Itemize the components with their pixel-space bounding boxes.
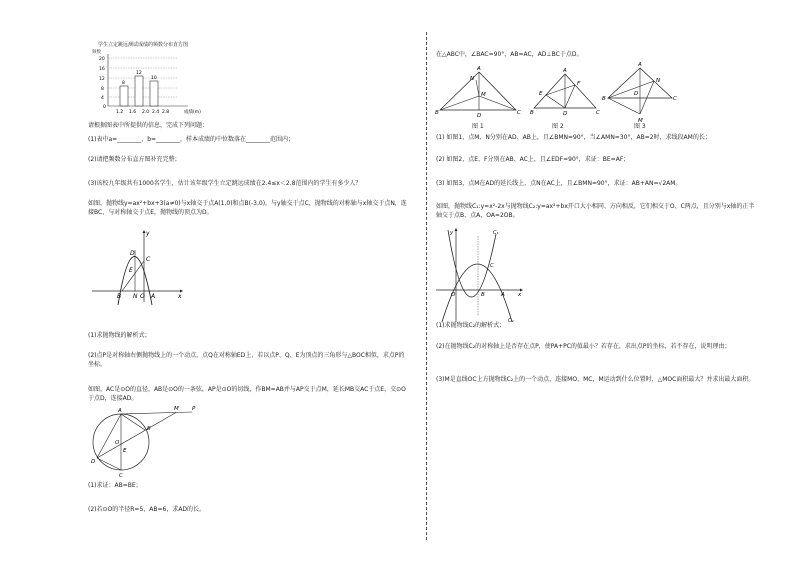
parabola2-label-y: y [450, 230, 454, 236]
fig1-label-N: N [470, 76, 475, 82]
parabola-label-B: B [117, 293, 122, 300]
circle-intro: 如图，AC是⊙O的直径，AB是⊙O的一条弦，AP是⊙O的切线，作BM=AB并与AP交于点M，延长MB交AC于点E，交⊙O于点D，连接AD。 [88, 386, 406, 402]
parabola-question-1: (1)求抛物线的解析式； [88, 332, 151, 339]
hist-bar-label: 12 [136, 71, 142, 76]
hist-xlabel: 成绩(m) [184, 110, 201, 115]
hist-xtick: 2.0 [142, 110, 150, 115]
histogram-title: 学生立定跳远测试成绩的频数分布直方图 [98, 42, 189, 48]
parabola2-intro: 如图，抛物线C₁:y=x²-2x与抛物线C₂:y=ax²+bx开口大小相同、方向相反，它们相交于O、C两点，且分别与x轴的正半轴交于点B、点A，OA=2OB。 [436, 203, 755, 219]
triangle-figure-3 [600, 62, 680, 126]
fig3-label-M: M [638, 118, 643, 124]
hist-ytick-12: 12 [99, 77, 105, 82]
fig1-label-C: C [517, 110, 521, 116]
hist-question-1: (1)表中a=________，b=________，样本成绩的中位数落在________范围内； [88, 136, 295, 143]
hist-bar [135, 76, 143, 106]
fig3-label-D: D [634, 91, 639, 97]
circle-question-2: (2)若⊙O的半径R=5，AB=6，求AD的长。 [88, 506, 206, 513]
circle-label-P: P [192, 406, 196, 412]
hist-xtick: 2.4 [152, 110, 160, 115]
hist-bar [120, 86, 128, 106]
hist-question-3: (3)该校九年级共有1000名学生，估计该年级学生立定跳远成绩在2.4≤x＜2.8范围内的学生有多少人？ [88, 180, 362, 187]
parabola2-label-x: x [518, 292, 522, 298]
left-column [88, 30, 418, 542]
hist-question-intro: 请根据图表中所提供的信息，完成下列问题： [88, 122, 209, 129]
triangle-figure-2 [530, 68, 600, 118]
parabola2-question-3: (3)M是直线OC上方抛物线C₂上的一个动点，连接MO、MC，M运动到什么位置时，△MOC面积最大？并求出最大面积。 [436, 376, 755, 383]
hist-bar-label: 10 [151, 76, 157, 81]
hist-ylabel: 频数 [92, 50, 101, 55]
parabola2-label-C2: C₂ [508, 318, 514, 324]
fig3-label-A: A [638, 62, 642, 68]
fig1-label-A: A [477, 66, 481, 72]
circle-label-B: B [147, 426, 151, 432]
fig2-label-E: E [539, 91, 543, 97]
figure-caption-1: 图 1 [472, 123, 484, 130]
circle-label-M: M [174, 406, 179, 412]
fig3-label-N: N [656, 78, 661, 84]
hist-xtick: 2.8 [162, 110, 170, 115]
parabola-label-O: O [140, 293, 145, 300]
parabola-figure [88, 228, 188, 306]
hist-ytick-0: 0 [103, 105, 106, 110]
circle-label-E: E [123, 448, 127, 454]
parabola-question-2: (2)点P是对称轴右侧抛物线上的一个动点，点Q在对称轴ED上，若以点P、Q、E为顶点的三角形与△BOC相似，求点P的坐标。 [88, 352, 405, 368]
parabola-label-C: C [146, 256, 151, 263]
parabola2-label-B: B [481, 292, 485, 298]
histogram-figure [88, 48, 218, 118]
fig3-label-C: C [673, 96, 677, 102]
parabola-label-N: N [133, 293, 138, 300]
hist-bar [150, 81, 158, 106]
hist-xtick: 1.6 [129, 110, 137, 115]
circle-question-1: (1)求证：AB=BE； [88, 482, 142, 489]
parabola2-question-2: (2)在抛物线C₂的对称轴上是否存在点P，使PA+PC的值最小？若存在，求出点P的坐标，若不存在，说明理由； [436, 343, 731, 350]
parabola2-figure [434, 226, 524, 324]
parabola-intro: 如图，抛物线y=ax²+bx+3(a≠0)与x轴交于点A(1,0)和点B(-3,0)，与y轴交于点C，抛物线的对称轴与x轴交于点N，连接BC，与对称轴交于点E，抛物线的顶点为D。 [88, 200, 407, 216]
hist-question-2: (2)请把频数分布直方图补充完整； [88, 156, 181, 163]
hist-ytick-4: 4 [101, 96, 104, 101]
parabola-label-E: E [129, 267, 133, 274]
triangle-question-3: (3) 如图3，点M在AD的延长线上，点N在AC上，且∠BMN=90°，求证：AB+AN=√2AM。 [436, 180, 682, 187]
circle-label-C: C [119, 473, 123, 479]
parabola2-label-C: C [490, 263, 494, 269]
fig2-label-F: F [577, 81, 581, 87]
fig2-label-A: A [563, 68, 567, 74]
parabola2-label-O: O [451, 292, 456, 298]
right-column [432, 30, 762, 542]
figure-caption-2: 图 2 [552, 123, 564, 130]
hist-xtick: 1.2 [116, 110, 124, 115]
parabola-label-A: A [151, 293, 156, 300]
triangle-question-1: (1) 如图1，点M、N分别在AD、AB上，且∠BMN=90°，当∠AMN=30°，AB=2时，求线段AM的长； [436, 134, 711, 141]
fig1-label-M: M [481, 92, 486, 98]
parabola2-label-C1: C₁ [493, 230, 499, 236]
circle-label-D: D [91, 459, 96, 465]
circle-label-O: O [115, 440, 120, 446]
triangle-figure-1 [434, 66, 524, 120]
hist-bar-label: 8 [122, 81, 125, 86]
triangle-intro: 在△ABC中，∠BAC=90°，AB=AC，AD⊥BC于点D。 [436, 51, 583, 58]
parabola-label-D: D [130, 250, 135, 257]
fig1-label-D: D [477, 113, 482, 119]
fig3-label-B: B [602, 96, 606, 102]
circle-figure [88, 406, 198, 478]
circle-label-A: A [118, 408, 122, 414]
hist-ytick-20: 20 [99, 57, 105, 62]
parabola-label-y: y [146, 230, 150, 237]
figure-caption-3: 图 3 [634, 123, 646, 130]
parabola-label-x: x [178, 293, 182, 300]
parabola2-question-1: (1)求抛物线C₂的解析式； [436, 322, 506, 329]
fig2-label-D: D [563, 111, 568, 117]
column-divider [426, 32, 427, 540]
triangle-question-2: (2) 如图2，点E、F分别在AB、AC上，且∠EDF=90°，求证：BE=AF； [436, 156, 630, 163]
hist-ytick-8: 8 [101, 87, 104, 92]
fig1-label-B: B [435, 110, 439, 116]
fig2-label-B: B [530, 110, 534, 116]
hist-ytick-16: 16 [99, 67, 105, 72]
parabola2-label-A: A [501, 292, 505, 298]
fig2-label-C: C [596, 110, 600, 116]
